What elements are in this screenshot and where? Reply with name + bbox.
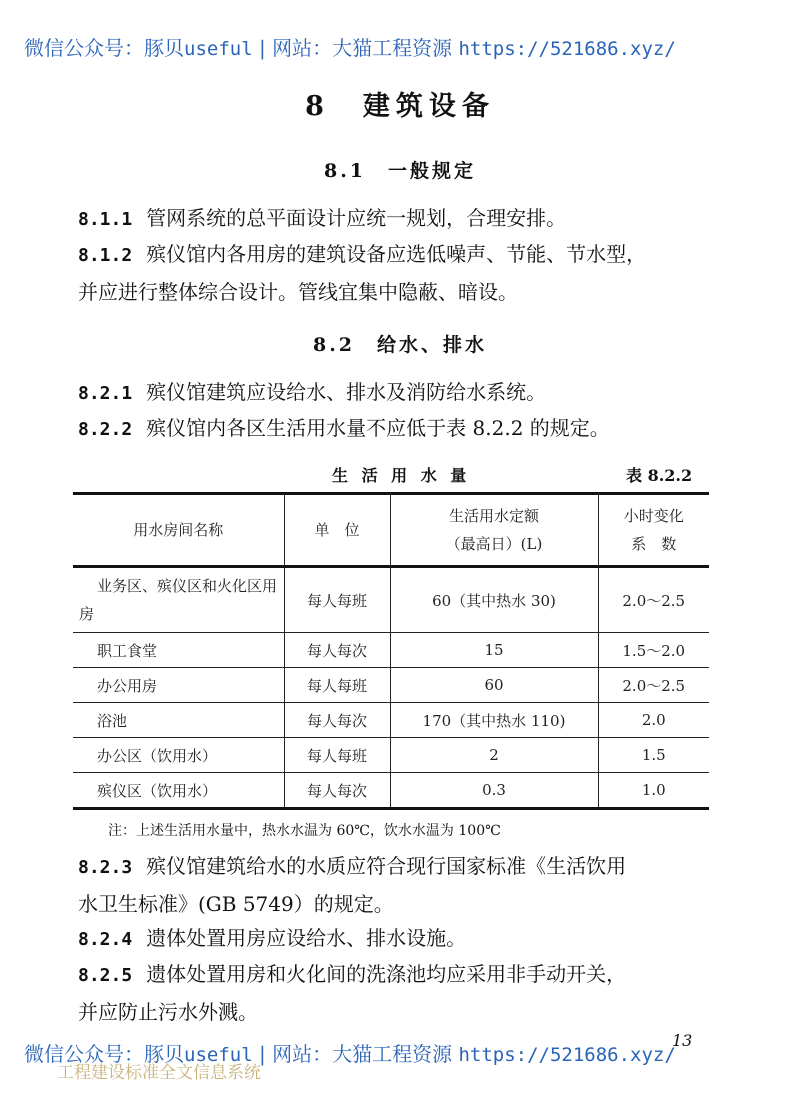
watermark-text: | 网站：大猫工程资源 (252, 36, 459, 60)
table-cell: 0.3 (390, 773, 598, 809)
table-cell: 60（其中热水 30) (390, 567, 598, 633)
table-cell: 1.0 (598, 773, 709, 809)
header-cell: 单 位 (284, 494, 390, 567)
water-usage-table (73, 492, 709, 810)
table-cell: 60 (390, 668, 598, 703)
table-cell: 办公区（饮用水） (73, 738, 284, 773)
table-cell: 职工食堂 (73, 633, 284, 668)
clause-number: 8.2.1 (78, 383, 133, 404)
table-cell: 殡仪区（饮用水） (73, 773, 284, 809)
table-cell: 每人每班 (284, 738, 390, 773)
table-cell: 每人每次 (284, 773, 390, 809)
clause-number: 8.2.2 (78, 419, 133, 440)
watermark-url[interactable]: https://521686.xyz/ (458, 38, 676, 60)
table-row (73, 567, 709, 633)
watermark-url[interactable]: https://521686.xyz/ (458, 1044, 676, 1066)
header-cell: 生活用水定额 （最高日）(L) (390, 494, 598, 567)
table-row (73, 703, 709, 738)
table-cell: 每人每次 (284, 703, 390, 738)
footer-system-name: 工程建设标准全文信息系统 (57, 1063, 261, 1083)
clause-text: 并应进行整体综合设计。管线宜集中隐蔽、暗设。 (78, 280, 518, 304)
table-cell: 浴池 (73, 703, 284, 738)
section-title: 8.1 一般规定 (323, 160, 477, 182)
table-cell: 15 (390, 633, 598, 668)
table-cell: 1.5～2.0 (598, 633, 709, 668)
clause-text: 殡仪馆内各区生活用水量不应低于表 8.2.2 的规定。 (146, 416, 610, 440)
clause-text: 遗体处置用房和火化间的洗涤池均应采用非手动开关， (146, 962, 627, 986)
clause-number: 8.1.2 (78, 245, 133, 266)
watermark-text: useful (184, 1044, 253, 1066)
table-row (73, 773, 709, 809)
watermark-text: 微信公众号：豚贝 (24, 36, 184, 60)
table-number: 表 8.2.2 (626, 466, 693, 485)
clause-8-2-3 (78, 848, 626, 922)
header-cell: 小时变化 系 数 (598, 494, 709, 567)
clause-8-2-1 (78, 374, 546, 412)
clause-text: 管网系统的总平面设计应统一规划，合理安排。 (146, 206, 567, 230)
table-row (73, 668, 709, 703)
table-cell: 2.0 (598, 703, 709, 738)
clause-8-2-2 (78, 410, 610, 448)
watermark-top (24, 32, 676, 61)
table-cell: 每人每班 (284, 668, 390, 703)
watermark-text: 微信公众号：豚贝 (24, 1042, 184, 1066)
table-row (73, 633, 709, 668)
clause-text: 殡仪馆内各用房的建筑设备应选低噪声、节能、节水型， (146, 242, 647, 266)
table-cell: 2.0～2.5 (598, 668, 709, 703)
watermark-text: useful (184, 38, 253, 60)
clause-number: 8.2.4 (78, 929, 133, 950)
table-cell: 2 (390, 738, 598, 773)
page-number: 13 (672, 1031, 693, 1050)
table-cell: 每人每次 (284, 633, 390, 668)
table-cell: 170（其中热水 110) (390, 703, 598, 738)
table-cell: 1.5 (598, 738, 709, 773)
clause-8-1-1 (78, 200, 566, 238)
table-cell: 业务区、殡仪区和火化区用房 (73, 567, 284, 633)
chapter-title: 8 建筑设备 (305, 91, 495, 122)
table-cell: 办公用房 (73, 668, 284, 703)
table-caption: 生 活 用 水 量 (332, 466, 471, 485)
clause-8-2-4 (78, 920, 466, 958)
table-cell: 每人每班 (284, 567, 390, 633)
table-row (73, 738, 709, 773)
watermark-text: | 网站：大猫工程资源 (252, 1042, 459, 1066)
clause-text: 殡仪馆建筑给水的水质应符合现行国家标准《生活饮用 (146, 854, 627, 878)
clause-text: 并应防止污水外溅。 (78, 1000, 258, 1024)
clause-number: 8.2.3 (78, 857, 133, 878)
clause-text: 遗体处置用房应设给水、排水设施。 (146, 926, 467, 950)
clause-8-2-5 (78, 956, 626, 1030)
table-note: 注：上述生活用水量中，热水水温为 60℃，饮水水温为 100℃ (108, 823, 501, 839)
header-cell: 用水房间名称 (73, 494, 284, 567)
table-header-row (73, 494, 709, 567)
clause-text: 水卫生标准》(GB 5749）的规定。 (78, 892, 394, 916)
section-title: 8.2 给水、排水 (312, 334, 488, 356)
table-cell: 2.0～2.5 (598, 567, 709, 633)
clause-8-1-2 (78, 236, 646, 310)
clause-text: 殡仪馆建筑应设给水、排水及消防给水系统。 (146, 380, 547, 404)
clause-number: 8.2.5 (78, 965, 133, 986)
clause-number: 8.1.1 (78, 209, 133, 230)
